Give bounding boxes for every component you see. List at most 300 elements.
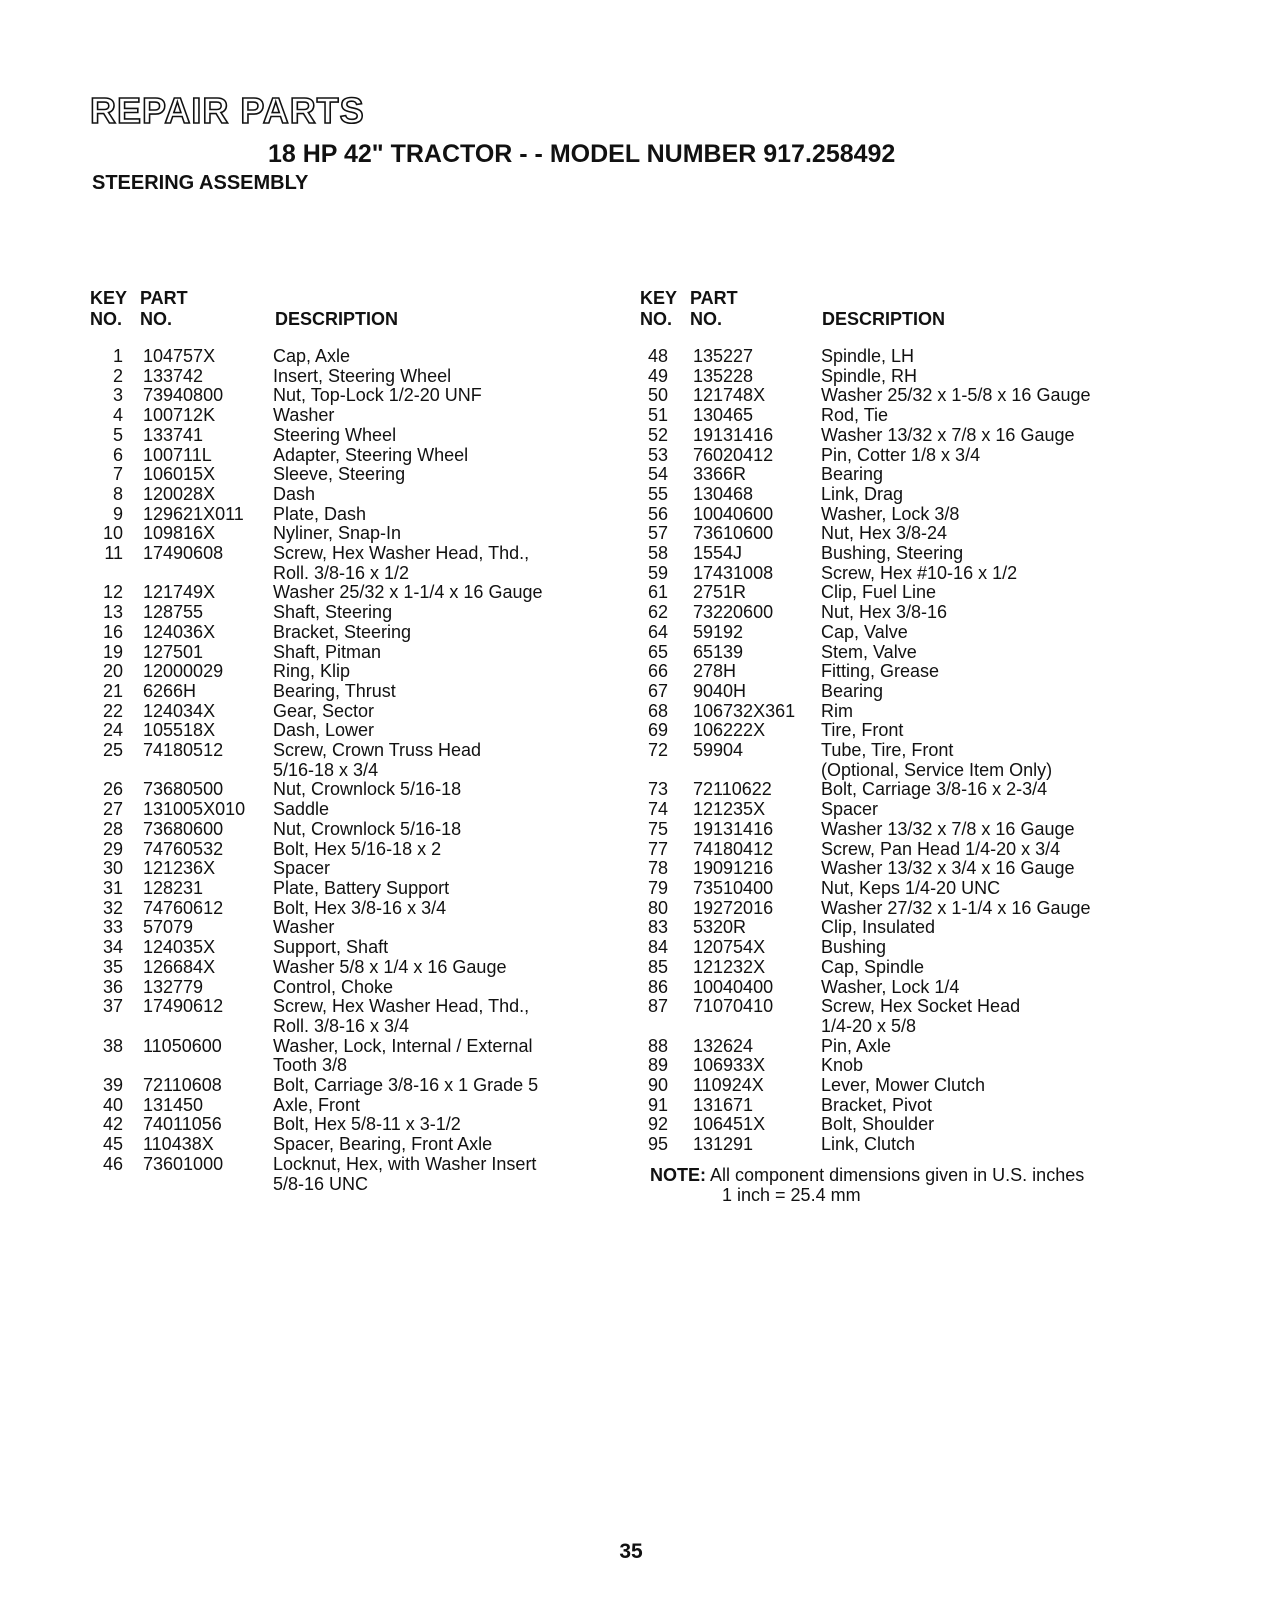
parts-list-right — [640, 347, 1160, 1155]
part-number: 106933X — [693, 1055, 766, 1076]
part-number: 109816X — [143, 523, 216, 544]
parts-row — [640, 603, 1160, 623]
key-header-line1: KEY — [90, 288, 128, 308]
key-number: 21 — [102, 680, 123, 701]
key-number: 33 — [102, 917, 123, 938]
part-number: 131005X010 — [143, 799, 246, 820]
dimensions-note — [650, 1165, 1160, 1205]
key-number: 57 — [647, 523, 668, 544]
parts-row — [640, 662, 1160, 682]
part-description — [273, 682, 610, 702]
key-number: 45 — [102, 1134, 123, 1155]
key-number: 40 — [102, 1094, 123, 1115]
parts-row — [90, 1076, 610, 1096]
description-line: Spindle, RH — [821, 365, 918, 386]
parts-row — [640, 1135, 1160, 1155]
parts-row — [640, 958, 1160, 978]
description-line: Dash — [273, 483, 316, 504]
description-line: Spacer — [273, 858, 331, 879]
part-description — [273, 583, 610, 603]
parts-row — [640, 899, 1160, 919]
part-number: 131291 — [693, 1134, 754, 1155]
key-number: 25 — [102, 740, 123, 761]
description-line: Link, Drag — [821, 483, 904, 504]
description-line: Rod, Tie — [821, 405, 889, 426]
key-no-header — [640, 288, 677, 330]
part-number: 121236X — [143, 858, 216, 879]
key-number: 2 — [112, 365, 123, 386]
part-description — [273, 780, 610, 800]
part-description — [821, 879, 1160, 899]
part-description — [273, 918, 610, 938]
description-line: Axle, Front — [273, 1094, 361, 1115]
key-number: 52 — [647, 424, 668, 445]
parts-row — [640, 583, 1160, 603]
parts-row — [90, 899, 610, 919]
part-description — [273, 1135, 610, 1155]
key-number: 86 — [647, 976, 668, 997]
description-line: Gear, Sector — [273, 700, 375, 721]
parts-row — [640, 564, 1160, 584]
description-line: Sleeve, Steering — [273, 464, 406, 485]
key-number: 64 — [647, 621, 668, 642]
description-line: Plate, Battery Support — [273, 877, 450, 898]
description-line: Roll. 3/8-16 x 1/2 — [273, 562, 410, 583]
description-line: Support, Shaft — [273, 937, 389, 958]
key-number: 87 — [647, 996, 668, 1017]
part-number: 19272016 — [693, 897, 774, 918]
description-line: Nut, Hex 3/8-16 — [821, 602, 948, 623]
part-description — [821, 446, 1160, 466]
parts-row — [640, 702, 1160, 722]
description-line: Bolt, Shoulder — [821, 1114, 935, 1135]
key-number: 66 — [647, 661, 668, 682]
part-description — [821, 386, 1160, 406]
parts-row — [640, 524, 1160, 544]
part-description — [273, 1076, 610, 1096]
part-number: 104757X — [143, 346, 216, 366]
description-line: Nut, Hex 3/8-24 — [821, 523, 948, 544]
description-line: Fitting, Grease — [821, 661, 940, 682]
part-number: 73220600 — [693, 602, 774, 623]
description-line: Plate, Dash — [273, 503, 367, 524]
key-number: 48 — [647, 346, 668, 366]
part-number: 128231 — [143, 877, 204, 898]
description-line: Screw, Hex Washer Head, Thd., — [273, 543, 530, 564]
description-line: Washer 25/32 x 1-1/4 x 16 Gauge — [273, 582, 543, 603]
part-description — [821, 997, 1160, 1036]
parts-row — [90, 544, 610, 583]
part-number: 17490612 — [143, 996, 224, 1017]
key-number: 3 — [112, 385, 123, 406]
description-line: Shaft, Pitman — [273, 641, 382, 662]
part-description — [821, 780, 1160, 800]
part-description — [821, 1037, 1160, 1057]
part-number: 124035X — [143, 937, 216, 958]
description-line: Washer 27/32 x 1-1/4 x 16 Gauge — [821, 897, 1091, 918]
description-line: Cap, Spindle — [821, 956, 925, 977]
parts-row — [640, 1056, 1160, 1076]
part-description — [273, 840, 610, 860]
description-line: Bracket, Pivot — [821, 1094, 933, 1115]
key-number: 28 — [102, 818, 123, 839]
page-number: 35 — [619, 1540, 643, 1563]
part-number: 10040600 — [693, 503, 774, 524]
note-label: NOTE: — [650, 1164, 706, 1185]
key-number: 46 — [102, 1153, 123, 1174]
part-number: 124034X — [143, 700, 216, 721]
part-number: 120028X — [143, 483, 216, 504]
parts-row — [90, 741, 610, 780]
key-number: 5 — [112, 424, 123, 445]
part-description — [821, 583, 1160, 603]
description-line: Dash, Lower — [273, 720, 375, 741]
key-number: 36 — [102, 976, 123, 997]
description-line: Bearing, Thrust — [273, 680, 396, 701]
parts-row — [90, 386, 610, 406]
part-description — [273, 386, 610, 406]
key-number: 89 — [647, 1055, 668, 1076]
description-line: Bushing, Steering — [821, 543, 964, 564]
part-description — [821, 1056, 1160, 1076]
part-number: 74760612 — [143, 897, 224, 918]
description-line: Screw, Hex Socket Head — [821, 996, 1021, 1017]
parts-row — [640, 426, 1160, 446]
part-description — [821, 1135, 1160, 1155]
description-line: Nyliner, Snap-In — [273, 523, 402, 544]
part-number: 9040H — [693, 680, 747, 701]
key-number: 37 — [102, 996, 123, 1017]
part-number: 19091216 — [693, 858, 774, 879]
parts-row — [640, 544, 1160, 564]
description-line: Bearing — [821, 464, 884, 485]
key-number: 50 — [647, 385, 668, 406]
description-line: Washer, Lock, Internal / External — [273, 1035, 533, 1056]
part-description — [273, 820, 610, 840]
parts-row — [90, 918, 610, 938]
part-description — [273, 406, 610, 426]
part-description — [821, 367, 1160, 387]
key-number: 84 — [647, 937, 668, 958]
parts-row — [640, 859, 1160, 879]
part-number: 131671 — [693, 1094, 754, 1115]
part-description — [273, 544, 610, 583]
parts-row — [90, 1037, 610, 1076]
description-line: Screw, Hex #10-16 x 1/2 — [821, 562, 1018, 583]
parts-column-left — [90, 288, 610, 1194]
part-number: 106015X — [143, 464, 216, 485]
key-number: 27 — [102, 799, 123, 820]
part-number: 129621X011 — [143, 503, 244, 524]
key-number: 65 — [647, 641, 668, 662]
parts-row — [90, 702, 610, 722]
section-heading: STEERING ASSEMBLY — [92, 172, 309, 194]
description-line: Ring, Klip — [273, 661, 351, 682]
part-number: 133742 — [143, 365, 204, 386]
description-line: Pin, Axle — [821, 1035, 892, 1056]
part-number: 73940800 — [143, 385, 224, 406]
part-number: 110438X — [143, 1134, 214, 1155]
part-description — [821, 859, 1160, 879]
description-line: Washer 13/32 x 7/8 x 16 Gauge — [821, 818, 1075, 839]
description-line: Clip, Fuel Line — [821, 582, 937, 603]
note-line1: All component dimensions given in U.S. inches — [710, 1164, 1085, 1185]
parts-row — [90, 662, 610, 682]
parts-row — [640, 780, 1160, 800]
part-description — [273, 1155, 610, 1194]
key-number: 73 — [647, 779, 668, 800]
part-number: 71070410 — [693, 996, 774, 1017]
part-number: 74180412 — [693, 838, 774, 859]
key-number: 88 — [647, 1035, 668, 1056]
key-number: 22 — [102, 700, 123, 721]
parts-row — [90, 800, 610, 820]
part-description — [273, 1037, 610, 1076]
key-number: 24 — [102, 720, 123, 741]
parts-row — [640, 879, 1160, 899]
part-description — [821, 662, 1160, 682]
part-number: 74760532 — [143, 838, 224, 859]
part-description — [273, 978, 610, 998]
part-description — [821, 643, 1160, 663]
description-line: 5/16-18 x 3/4 — [273, 759, 379, 780]
description-line: Bolt, Hex 5/8-11 x 3-1/2 — [273, 1114, 461, 1135]
description-line: Washer 5/8 x 1/4 x 16 Gauge — [273, 956, 507, 977]
part-number: 106451X — [693, 1114, 766, 1135]
parts-column-right — [640, 288, 1160, 1205]
description-line: Rim — [821, 700, 853, 721]
parts-row — [90, 446, 610, 466]
parts-row — [90, 938, 610, 958]
part-number: 120754X — [693, 937, 766, 958]
part-description — [273, 741, 610, 780]
description-line: (Optional, Service Item Only) — [821, 759, 1053, 780]
description-line: 1/4-20 x 5/8 — [821, 1015, 917, 1036]
key-number: 8 — [112, 483, 123, 504]
part-description — [821, 682, 1160, 702]
part-number: 6266H — [143, 680, 197, 701]
part-number: 76020412 — [693, 444, 774, 465]
key-number: 42 — [102, 1114, 123, 1135]
part-number: 133741 — [143, 424, 204, 445]
parts-row — [90, 1115, 610, 1135]
part-description — [273, 524, 610, 544]
parts-row — [90, 820, 610, 840]
part-number: 121749X — [143, 582, 216, 603]
key-number: 10 — [102, 523, 123, 544]
key-header-line1: KEY — [640, 288, 678, 308]
part-description — [273, 446, 610, 466]
description-line: Pin, Cotter 1/8 x 3/4 — [821, 444, 981, 465]
parts-row — [90, 406, 610, 426]
parts-row — [640, 682, 1160, 702]
description-line: Knob — [821, 1055, 864, 1076]
part-number: 11050600 — [143, 1035, 222, 1056]
part-header-line2: NO. — [690, 309, 723, 329]
description-line: 5/8-16 UNC — [273, 1173, 369, 1194]
part-number: 59904 — [693, 740, 744, 761]
part-number: 135227 — [693, 346, 754, 366]
part-description — [273, 859, 610, 879]
description-line: Bushing — [821, 937, 887, 958]
part-number: 12000029 — [143, 661, 224, 682]
part-description — [821, 406, 1160, 426]
parts-row — [90, 1135, 610, 1155]
part-number: 74180512 — [143, 740, 224, 761]
part-description — [273, 879, 610, 899]
key-number: 7 — [112, 464, 123, 485]
part-description — [821, 623, 1160, 643]
part-number: 73610600 — [693, 523, 774, 544]
parts-row — [640, 485, 1160, 505]
part-description — [273, 643, 610, 663]
part-description — [821, 347, 1160, 367]
description-line: Screw, Pan Head 1/4-20 x 3/4 — [821, 838, 1061, 859]
part-description — [273, 1115, 610, 1135]
description-line: Saddle — [273, 799, 330, 820]
key-number: 49 — [647, 365, 668, 386]
parts-row — [90, 859, 610, 879]
part-description — [273, 899, 610, 919]
part-description — [821, 800, 1160, 820]
parts-row — [90, 524, 610, 544]
key-number: 58 — [647, 543, 668, 564]
description-line: Shaft, Steering — [273, 602, 393, 623]
parts-row — [90, 367, 610, 387]
page-title: REPAIR PARTS — [90, 90, 365, 131]
description-line: Insert, Steering Wheel — [273, 365, 452, 386]
description-line: Tube, Tire, Front — [821, 740, 954, 761]
part-no-header — [140, 288, 188, 330]
part-number: 121748X — [693, 385, 766, 406]
parts-row — [90, 485, 610, 505]
part-description — [273, 702, 610, 722]
part-number: 59192 — [693, 621, 744, 642]
parts-row — [90, 1155, 610, 1194]
key-number: 32 — [102, 897, 123, 918]
part-description — [821, 544, 1160, 564]
key-header-line2: NO. — [90, 309, 123, 329]
key-number: 55 — [647, 483, 668, 504]
key-number: 19 — [102, 641, 123, 662]
parts-row — [90, 780, 610, 800]
parts-row — [640, 406, 1160, 426]
description-line: Roll. 3/8-16 x 3/4 — [273, 1015, 410, 1036]
parts-row — [640, 800, 1160, 820]
key-number: 16 — [102, 621, 123, 642]
part-description — [273, 367, 610, 387]
part-number: 132779 — [143, 976, 204, 997]
parts-row — [90, 879, 610, 899]
key-number: 67 — [647, 680, 668, 701]
key-number: 85 — [647, 956, 668, 977]
key-number: 38 — [102, 1035, 123, 1056]
part-number: 57079 — [143, 917, 194, 938]
part-description — [273, 485, 610, 505]
part-header-line2: NO. — [140, 309, 173, 329]
part-number: 74011056 — [143, 1114, 222, 1135]
part-number: 2751R — [693, 582, 747, 603]
description-line: Bolt, Carriage 3/8-16 x 2-3/4 — [821, 779, 1048, 800]
description-header: DESCRIPTION — [275, 309, 399, 329]
part-number: 106222X — [693, 720, 766, 741]
parts-row — [640, 347, 1160, 367]
key-number: 56 — [647, 503, 668, 524]
description-line: Bolt, Carriage 3/8-16 x 1 Grade 5 — [273, 1075, 539, 1096]
description-line: Nut, Keps 1/4-20 UNC — [821, 877, 1001, 898]
key-number: 12 — [102, 582, 123, 603]
parts-row — [90, 958, 610, 978]
key-number: 29 — [102, 838, 123, 859]
part-number: 110924X — [693, 1075, 764, 1096]
description-line: Washer 13/32 x 3/4 x 16 Gauge — [821, 858, 1075, 879]
part-description — [273, 505, 610, 525]
part-number: 19131416 — [693, 818, 774, 839]
parts-row — [90, 721, 610, 741]
key-number: 68 — [647, 700, 668, 721]
part-description — [273, 800, 610, 820]
key-number: 61 — [647, 582, 668, 603]
key-number: 53 — [647, 444, 668, 465]
description-line: Tooth 3/8 — [273, 1055, 348, 1076]
part-description — [821, 564, 1160, 584]
parts-row — [90, 623, 610, 643]
description-line: Tire, Front — [821, 720, 904, 741]
parts-row — [640, 997, 1160, 1036]
part-number: 128755 — [143, 602, 204, 623]
key-number: 92 — [647, 1114, 668, 1135]
key-number: 95 — [647, 1134, 668, 1155]
description-line: Cap, Valve — [821, 621, 908, 642]
key-number: 75 — [647, 818, 668, 839]
key-number: 69 — [647, 720, 668, 741]
part-description — [821, 702, 1160, 722]
column-header — [90, 288, 610, 336]
key-number: 72 — [647, 740, 668, 761]
part-number: 1554J — [693, 543, 743, 564]
part-description — [821, 603, 1160, 623]
part-description — [821, 741, 1160, 780]
key-number: 13 — [102, 602, 123, 623]
part-number: 19131416 — [693, 424, 774, 445]
key-number: 9 — [112, 503, 123, 524]
part-description — [821, 840, 1160, 860]
key-number: 11 — [104, 543, 123, 564]
part-number: 135228 — [693, 365, 754, 386]
part-description — [273, 1096, 610, 1116]
key-number: 62 — [647, 602, 668, 623]
description-line: Spindle, LH — [821, 346, 915, 366]
part-number: 72110608 — [143, 1075, 222, 1096]
parts-row — [640, 918, 1160, 938]
key-number: 51 — [647, 405, 668, 426]
key-number: 77 — [647, 838, 668, 859]
description-line: Control, Choke — [273, 976, 394, 997]
part-no-header — [690, 288, 738, 330]
key-number: 80 — [647, 897, 668, 918]
part-description — [821, 426, 1160, 446]
description-line: Bolt, Hex 5/16-18 x 2 — [273, 838, 442, 859]
key-number: 91 — [647, 1094, 668, 1115]
key-number: 31 — [102, 877, 123, 898]
part-description — [273, 603, 610, 623]
part-number: 130468 — [693, 483, 754, 504]
parts-row — [90, 505, 610, 525]
description-line: Washer — [273, 917, 335, 938]
part-description — [821, 820, 1160, 840]
description-line: Locknut, Hex, with Washer Insert — [273, 1153, 537, 1174]
part-description — [821, 899, 1160, 919]
